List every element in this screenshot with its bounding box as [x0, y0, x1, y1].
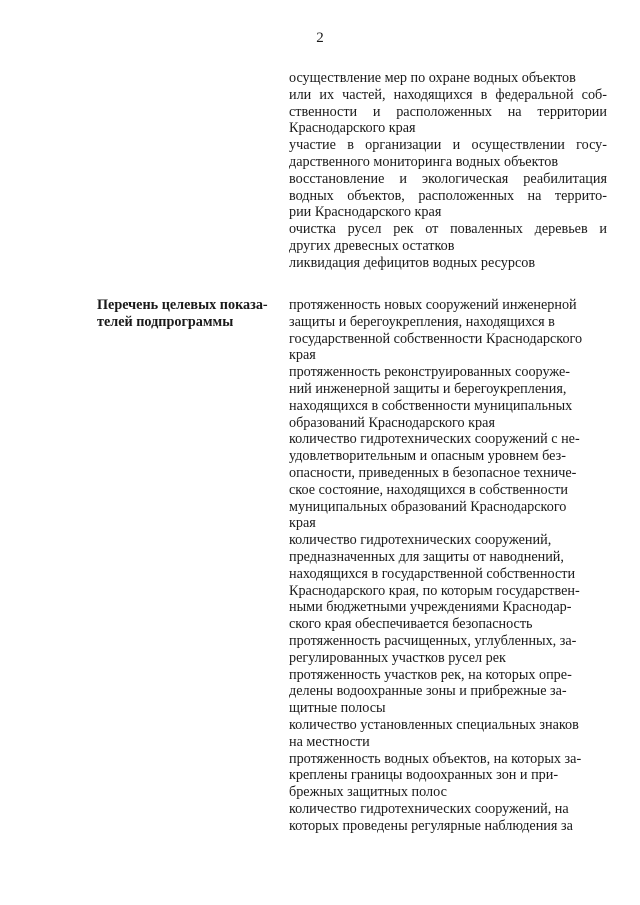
text-line: ственности и расположенных на территории — [289, 103, 607, 120]
text-line: водных объектов, расположенных на террито- — [289, 187, 607, 204]
label-line: Перечень целевых показа- — [97, 297, 268, 313]
text-line: Краснодарского края, по которым государствен- — [289, 582, 580, 599]
text-line: осуществление мер по охране водных объектов — [289, 70, 576, 86]
text-line: очистка русел рек от поваленных деревьев и — [289, 221, 607, 238]
text-line: количество установленных специальных знаков — [289, 716, 579, 733]
text-line: протяженность реконструированных сооруже- — [289, 364, 570, 381]
text-line: на местности — [289, 733, 370, 750]
text-line: делены водоохранные зоны и прибрежные за- — [289, 683, 567, 700]
text-line: рии Краснодарского края — [289, 204, 442, 221]
text-line: находящихся в государственной собственности — [289, 565, 576, 582]
text-line: или их частей, находящихся в федеральной соб- — [289, 86, 607, 103]
indicators-section-label — [97, 297, 277, 331]
text-line: брежных защитных полос — [289, 784, 447, 801]
text-line: протяженность участков рек, на которых опре- — [289, 666, 572, 683]
text-line: регулированных участков русел рек — [289, 649, 506, 666]
text-line: количество гидротехнических сооружений, — [289, 532, 552, 549]
text-line: участие в организации и осуществлении госу- — [289, 137, 607, 154]
label-line: телей подпрограммы — [97, 313, 234, 330]
text-line: Краснодарского края — [289, 120, 416, 137]
text-line: количество гидротехнических сооружений с не- — [289, 431, 580, 448]
text-line: ний инженерной защиты и берегоукрепления, — [289, 380, 567, 397]
text-line: ными бюджетными учреждениями Краснодар- — [289, 599, 572, 616]
text-line: других древесных остатков — [289, 237, 455, 254]
indicators-text — [289, 297, 607, 835]
page-number: 2 — [316, 30, 324, 46]
text-line: края — [289, 347, 316, 364]
measures-continuation-text — [289, 70, 607, 272]
text-line: щитные полосы — [289, 700, 386, 717]
text-line: которых проведены регулярные наблюдения за — [289, 817, 573, 834]
text-line: защиты и берегоукрепления, находящихся в — [289, 313, 555, 330]
text-line: восстановление и экологическая реабилитация — [289, 170, 607, 187]
text-line: находящихся в собственности муниципальных — [289, 397, 573, 414]
text-line: опасности, приведенных в безопасное техниче- — [289, 464, 577, 481]
text-line: протяженность водных объектов, на которых за- — [289, 750, 582, 767]
text-line: ское состояние, находящихся в собственности — [289, 481, 568, 498]
text-line: креплены границы водоохранных зон и при- — [289, 767, 559, 784]
text-line: муниципальных образований Краснодарского — [289, 498, 567, 515]
text-line: края — [289, 515, 316, 532]
text-line: дарственного мониторинга водных объектов — [289, 153, 559, 170]
text-line: государственной собственности Краснодарского — [289, 330, 583, 347]
text-line: удовлетворительным и опасным уровнем без- — [289, 448, 566, 465]
text-line: ликвидация дефицитов водных ресурсов — [289, 254, 536, 271]
text-line: количество гидротехнических сооружений, на — [289, 800, 569, 817]
text-line: протяженность расчищенных, углубленных, за- — [289, 632, 577, 649]
text-line: предназначенных для защиты от наводнений, — [289, 548, 564, 565]
text-line: ского края обеспечивается безопасность — [289, 616, 533, 633]
text-line: протяженность новых сооружений инженерной — [289, 297, 577, 313]
text-line: образований Краснодарского края — [289, 414, 495, 431]
